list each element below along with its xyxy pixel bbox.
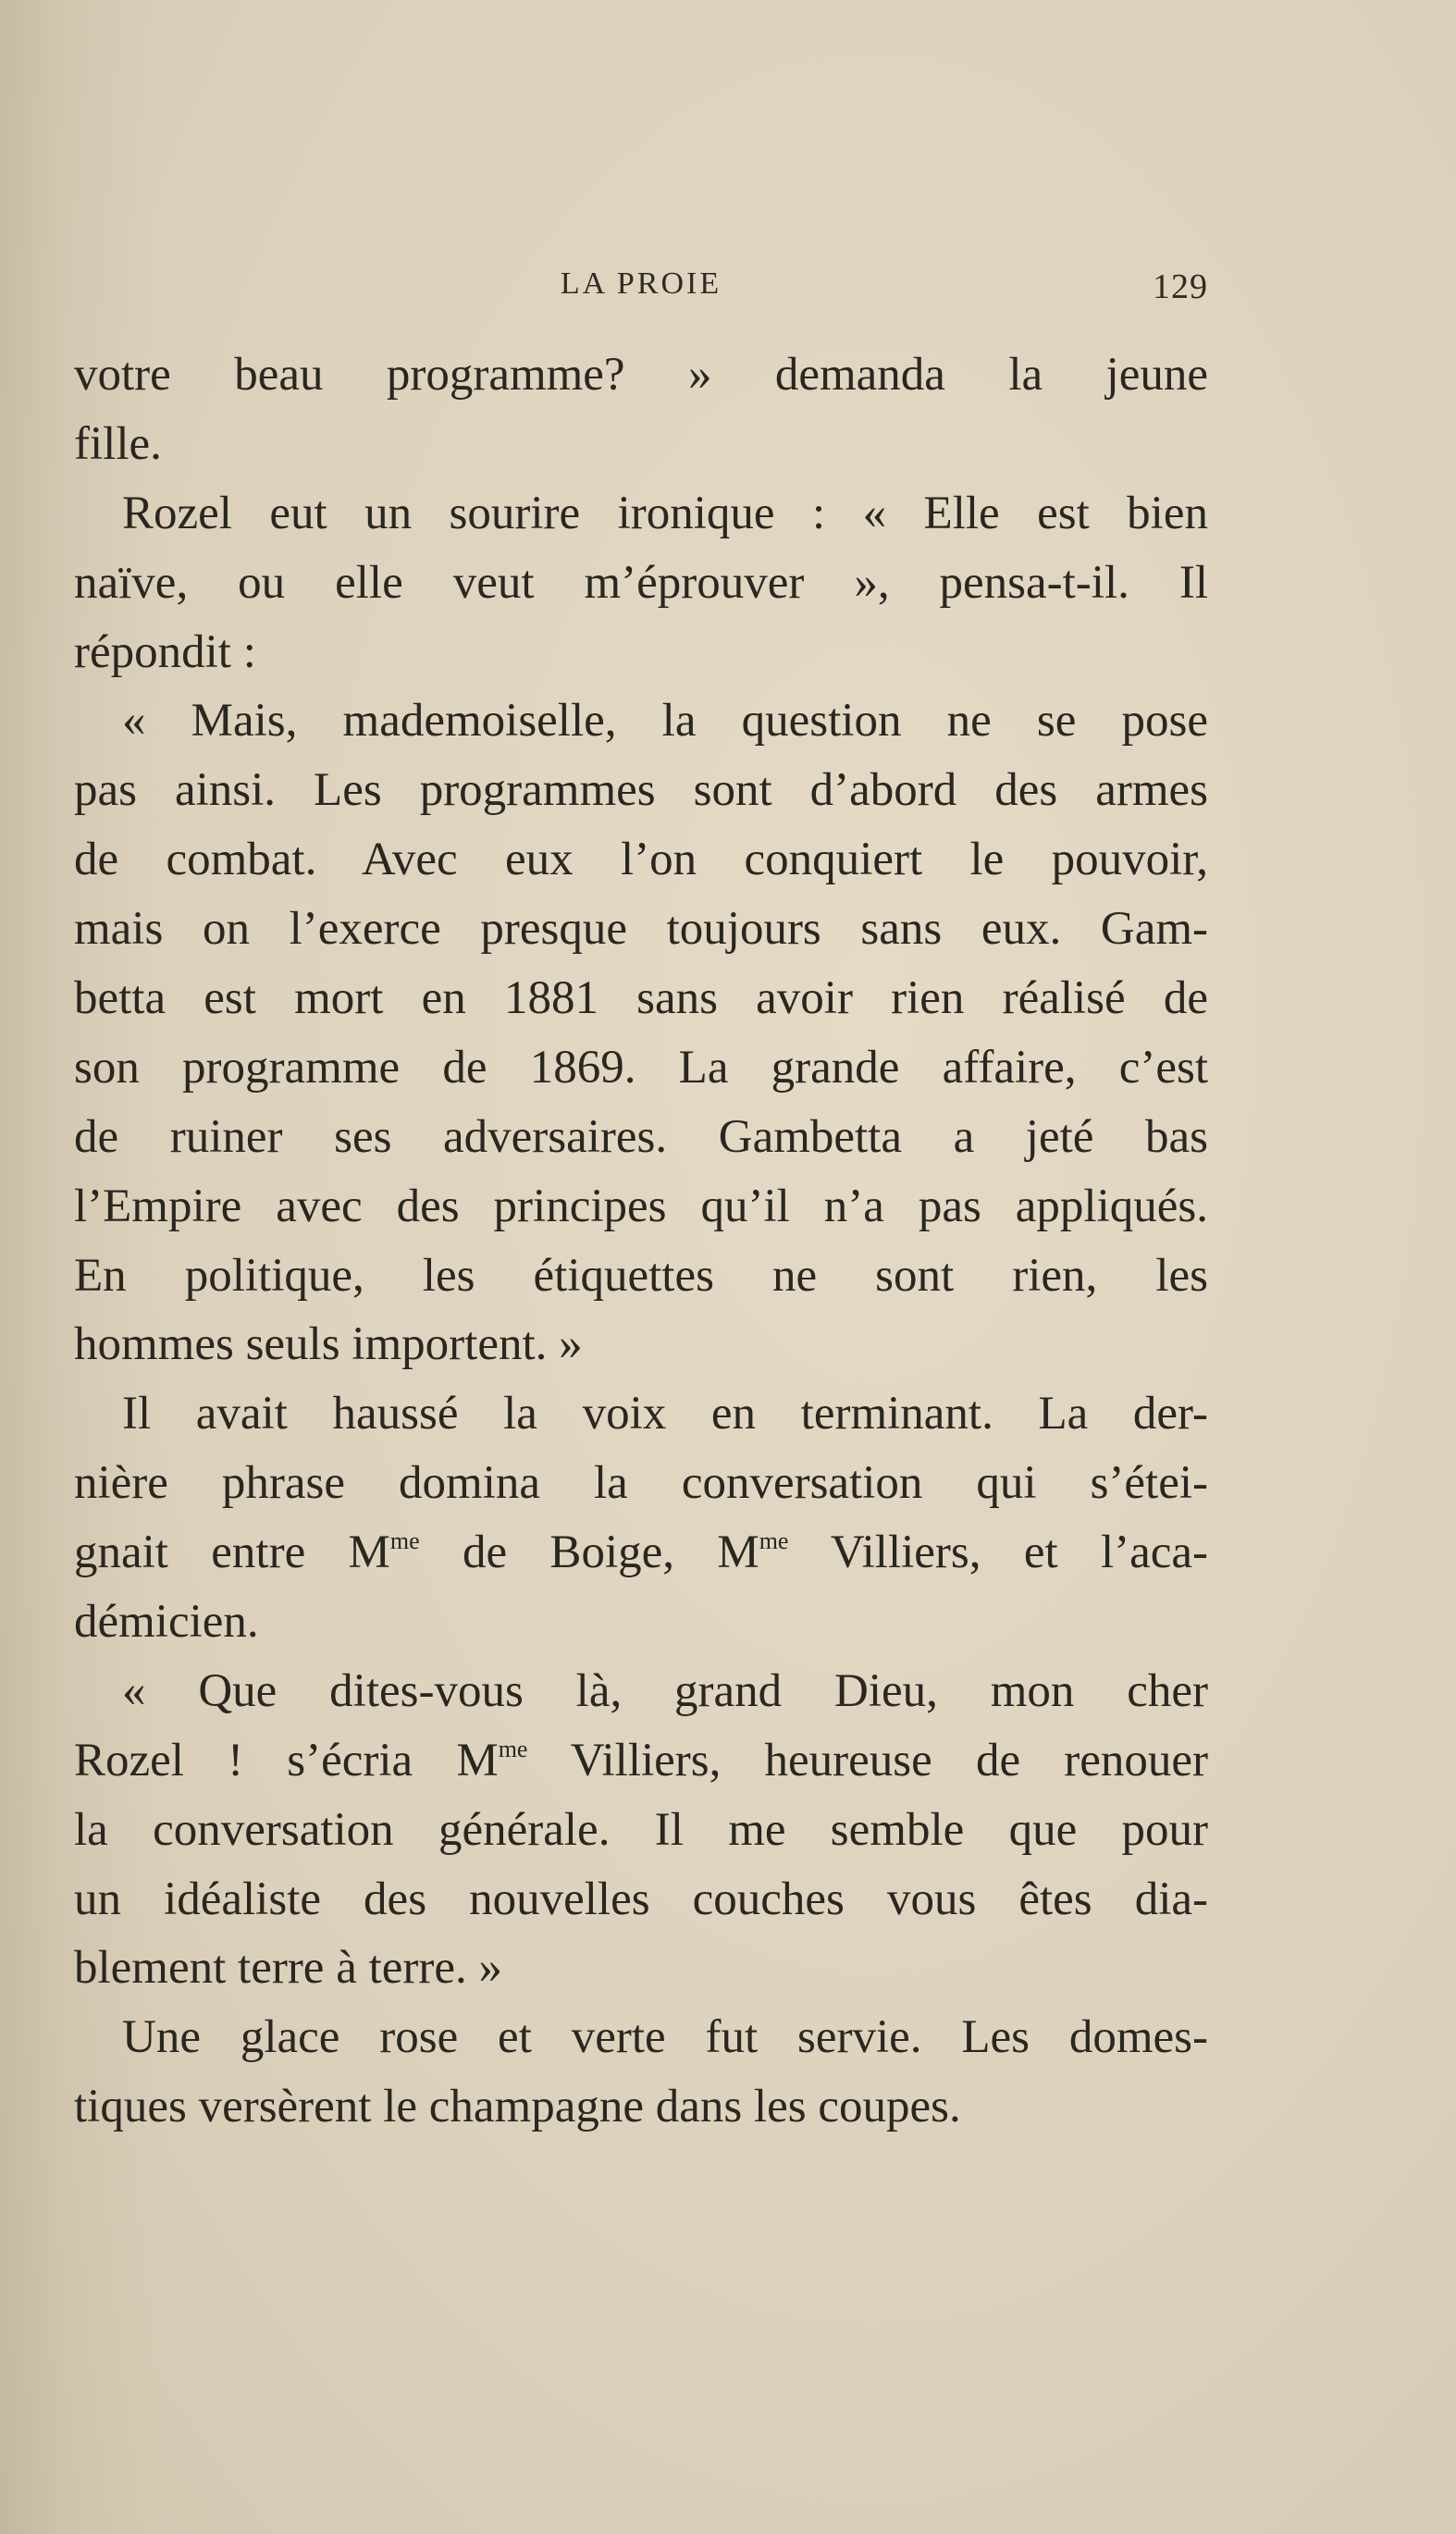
running-head — [74, 266, 1208, 313]
text-line: hommes seuls importent. » — [74, 1318, 583, 1371]
text-line: de ruiner ses adversaires. Gambetta a jeté bas — [74, 1110, 1208, 1163]
text-line: Une glace rose et verte fut servie. Les domes- — [122, 2011, 1208, 2064]
text-line: pas ainsi. Les programmes sont d’abord des armes — [74, 764, 1208, 817]
text-line: fille. — [74, 417, 162, 470]
running-title: LA PROIE — [560, 266, 722, 301]
body-text — [74, 340, 1208, 2142]
text-line: En politique, les étiquettes ne sont rien, les — [74, 1249, 1208, 1302]
superscript: me — [498, 1735, 528, 1762]
text-line: Rozel eut un sourire ironique : « Elle est bien — [122, 487, 1208, 539]
text-line: nière phrase domina la conversation qui s’étei- — [74, 1457, 1208, 1510]
text-line: démicien. — [74, 1596, 259, 1649]
text-line: blement terre à terre. » — [74, 1942, 502, 1995]
text-line: « Mais, mademoiselle, la question ne se pose — [122, 695, 1208, 748]
text-line: la conversation générale. Il me semble que pour — [74, 1803, 1208, 1856]
text-line: de combat. Avec eux l’on conquiert le pouvoir, — [74, 834, 1208, 886]
text-line: Rozel ! s’écria $M^{me}$ Villiers, heureuse de renouer — [74, 1734, 1209, 1786]
text-line: un idéaliste des nouvelles couches vous êtes dia- — [74, 1873, 1208, 1925]
superscript: me — [759, 1527, 789, 1555]
text-line: répondit : — [74, 625, 256, 678]
text-line: « Que dites-vous là, grand Dieu, mon cher — [122, 1664, 1208, 1717]
text-line: betta est mort en 1881 sans avoir rien réalisé de — [74, 972, 1208, 1025]
text-line: naïve, ou elle veut m’éprouver », pensa-t-il. Il — [74, 556, 1208, 609]
text-line: son programme de 1869. La grande affaire, c’est — [74, 1041, 1208, 1094]
text-line: tiques versèrent le champagne dans les coupes. — [74, 2081, 961, 2133]
text-line: mais on l’exerce presque toujours sans eux. Gam- — [74, 903, 1208, 956]
text-line: votre beau programme? » demanda la jeune — [74, 349, 1208, 401]
page-number: 129 — [1153, 267, 1208, 306]
text-line: gnait entre $M^{me}$ de Boige, $M^{me}$ Villiers, et l’aca- — [74, 1527, 1209, 1579]
superscript: me — [389, 1527, 420, 1555]
text-line: Il avait haussé la voix en terminant. La der- — [122, 1388, 1208, 1440]
text-line: l’Empire avec des principes qu’il n’a pas appliqués. — [74, 1180, 1208, 1232]
